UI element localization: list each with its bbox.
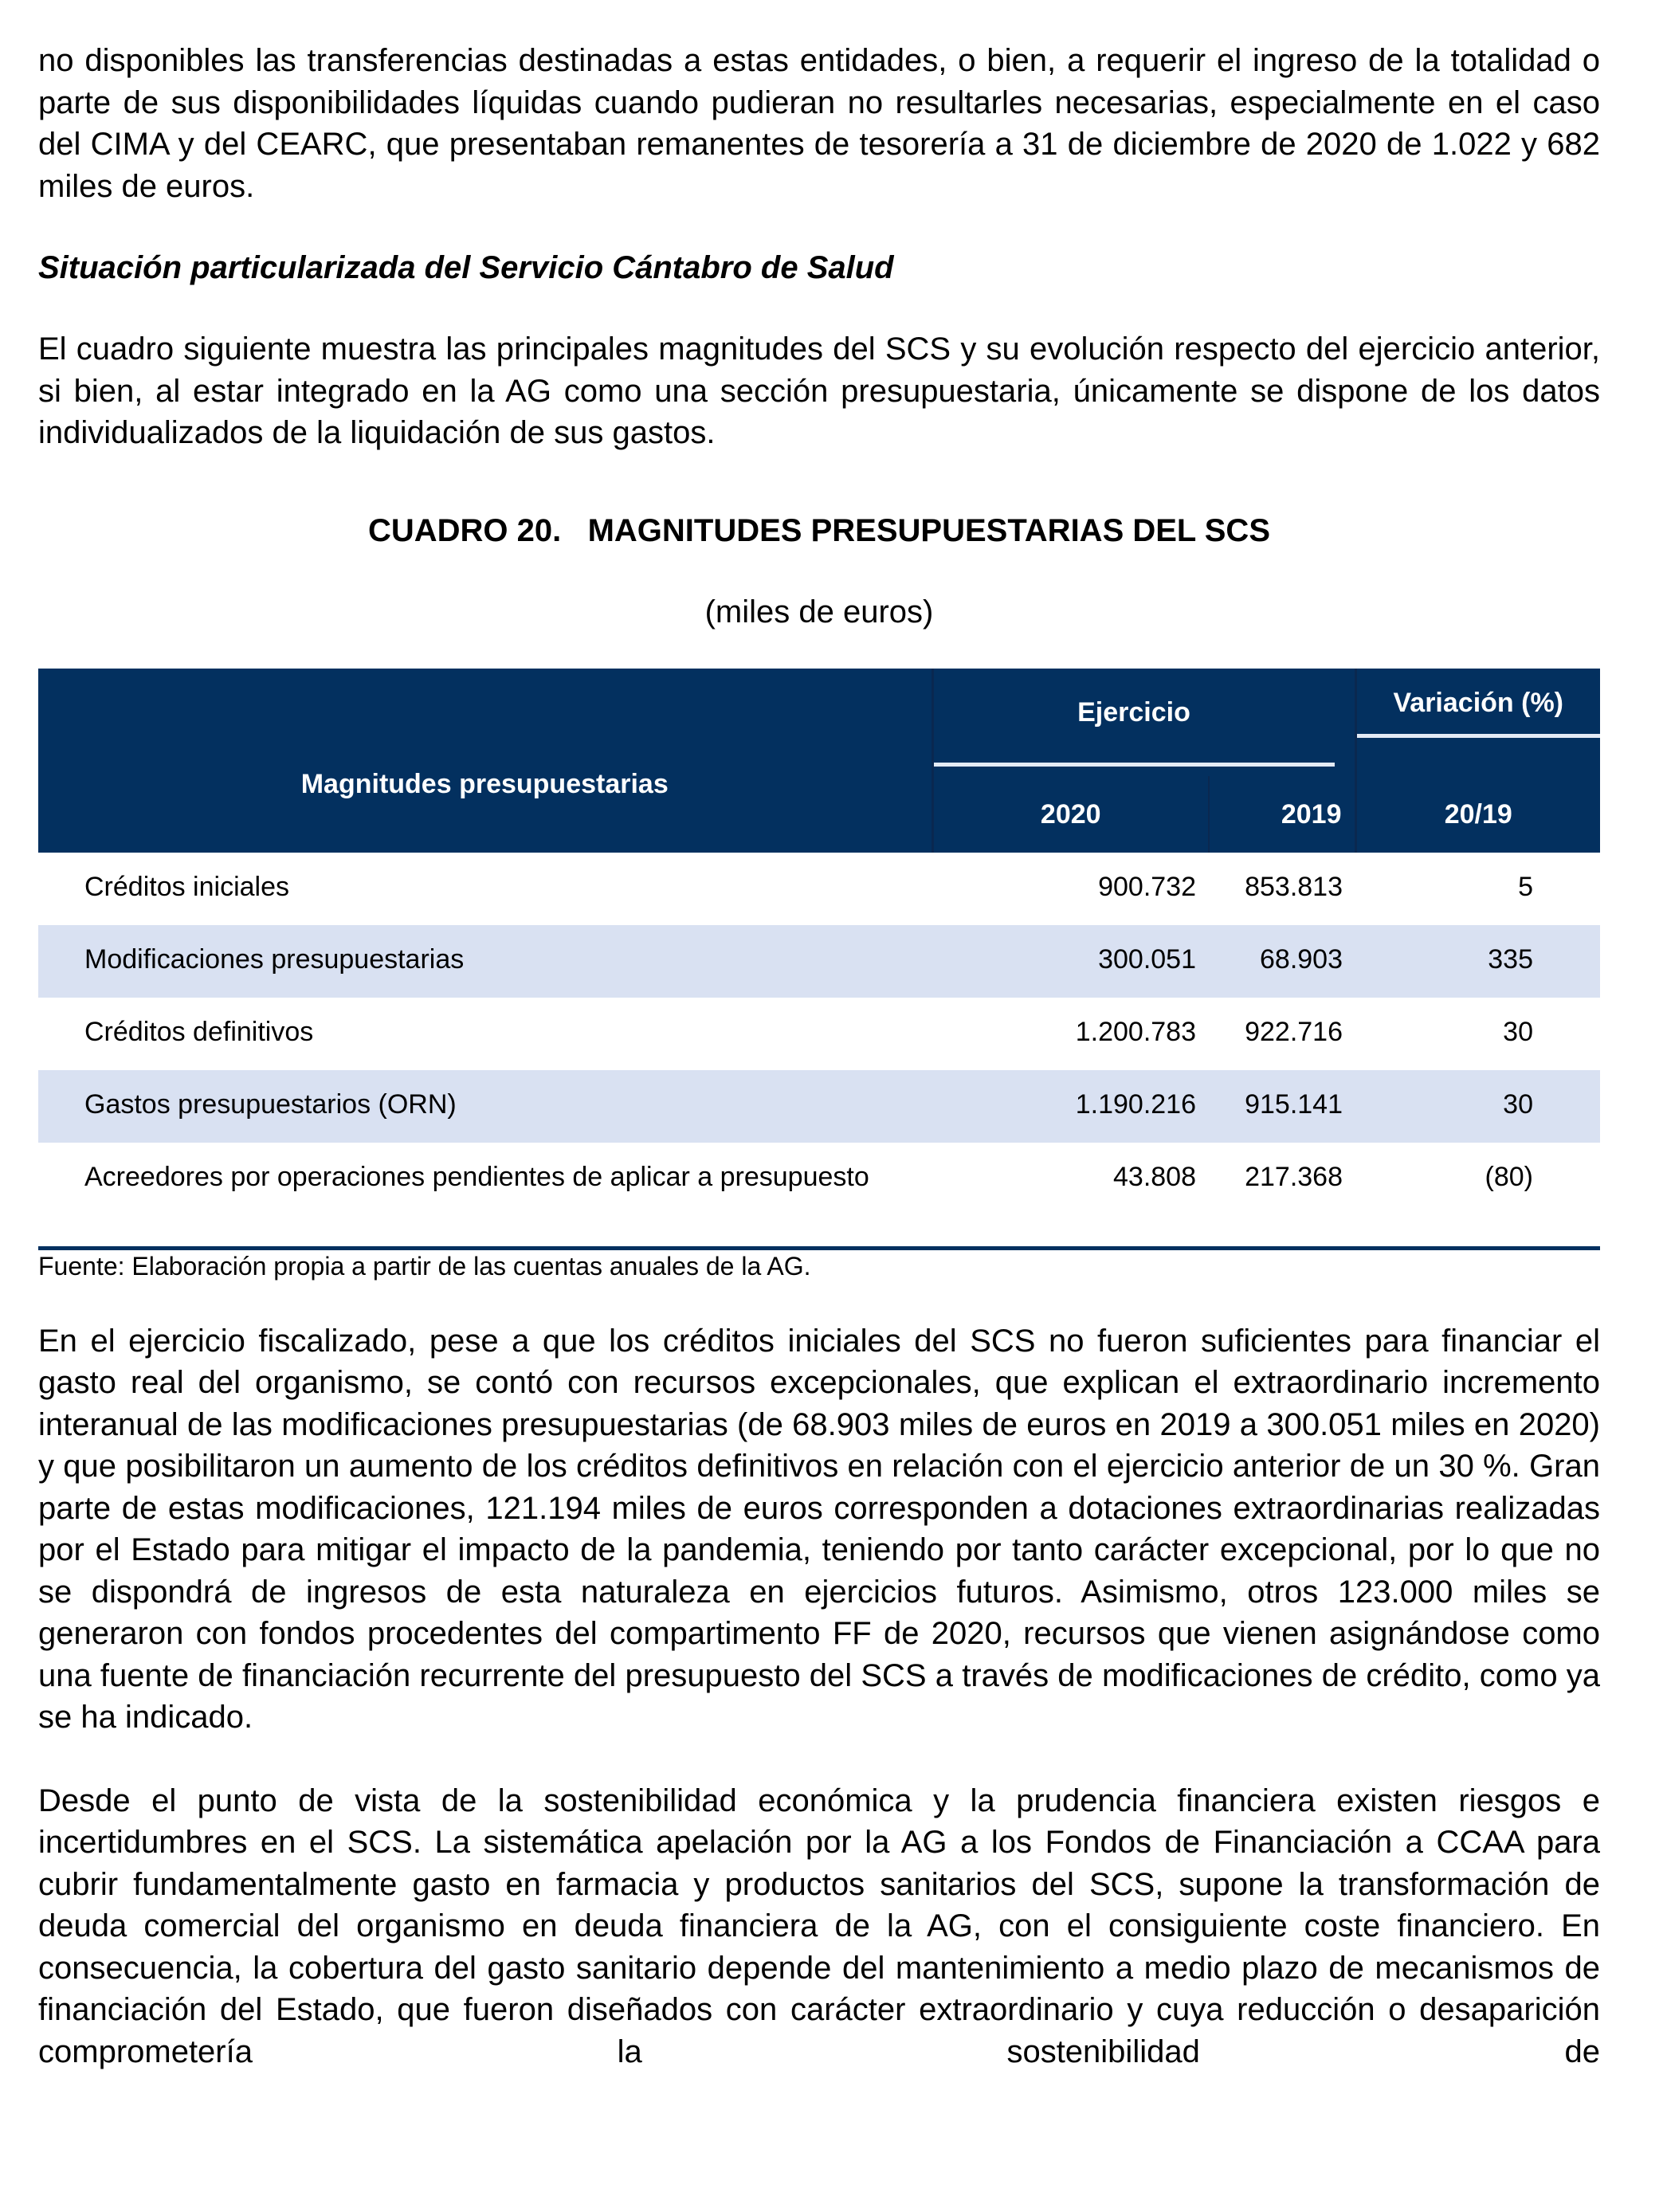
table-title: CUADRO 20. MAGNITUDES PRESUPUESTARIAS DEL SCS xyxy=(367,512,1270,548)
value-variation: 5 xyxy=(1518,871,1533,902)
col-header-2020: 2020 xyxy=(932,776,1209,853)
row-label: Créditos iniciales xyxy=(84,871,289,902)
analysis-paragraph-1: En el ejercicio fiscalizado, pese a que los créditos iniciales del SCS no fueron suficientes para financiar el gasto real del organismo, se contó con recursos excepcionales, que explican el extraordinario incremento interanual de las modificaciones presupuestarias (de 68.903 miles de euros en 2019 a 300.051 miles en 2020) y que posibilitaron un aumento de los créditos definitivos en relación con el ejercicio anterior de un 30 %. Gran parte de estas modificaciones, 121.194 miles de euros corresponden a dotaciones extraordinarias realizadas por el Estado para mitigar el impacto de la pandemia, teniendo por tanto carácter excepcional, por lo que no se dispondrá de ingresos de esta naturaleza en ejercicios futuros. Asimismo, otros 123.000 miles se generaron con fondos procedentes del compartimento FF de 2020, recursos que vienen asignándose como una fuente de financiación recurrente del presupuesto del SCS a través de modificaciones de crédito, como ya se ha indicado. xyxy=(38,1323,1600,1735)
value-2020: 1.200.783 xyxy=(1075,1016,1196,1047)
col-header-20-19: 20/19 xyxy=(1355,776,1600,853)
variacion-label: Variación (%) xyxy=(1357,669,1601,738)
value-variation: 30 xyxy=(1503,1016,1533,1047)
table-unit: (miles de euros) xyxy=(704,594,934,629)
value-2020: 300.051 xyxy=(1098,943,1196,975)
row-label: Acreedores por operaciones pendientes de aplicar a presupuesto xyxy=(84,1161,869,1192)
row-label: Gastos presupuestarios (ORN) xyxy=(84,1088,457,1120)
document-page xyxy=(38,40,1600,2073)
intro-paragraph: no disponibles las transferencias destinadas a estas entidades, o bien, a requerir el ingreso de la totalidad o parte de sus disponibilidades líquidas cuando pudieran no resultarles necesarias, especialmente en el caso del CIMA y del CEARC, que presentaban remanentes de tesorería a 31 de diciembre de 2020 de 1.022 y 682 miles de euros. xyxy=(38,43,1600,204)
value-variation: (80) xyxy=(1485,1161,1533,1192)
table-row xyxy=(38,998,1600,1070)
section-heading: Situación particularizada del Servicio Cántabro de Salud xyxy=(38,250,894,285)
value-2019: 68.903 xyxy=(1260,943,1343,975)
analysis-paragraph-2: Desde el punto de vista de la sostenibilidad económica y la prudencia financiera existen riesgos e incertidumbres en el SCS. La sistemática apelación por la AG a los Fondos de Financiación a CCAA para cubrir fundamentalmente gasto en farmacia y productos sanitarios del SCS, supone la transformación de deuda comercial del organismo en deuda financiera de la AG, con el consiguiente coste financiero. En consecuencia, la cobertura del gasto sanitario depende del mantenimiento a medio plazo de mecanismos de financiación del Estado, que fueron diseñados con carácter extraordinario y cuya reducción o desaparición comprometería la sostenibilidad de xyxy=(38,1783,1600,2069)
row-label: Modificaciones presupuestarias xyxy=(84,943,465,975)
col-header-variacion xyxy=(1355,669,1600,776)
col-header-magnitudes: Magnitudes presupuestarias xyxy=(38,669,932,853)
value-variation: 30 xyxy=(1503,1088,1533,1120)
ejercicio-label: Ejercicio xyxy=(934,678,1335,767)
table-row xyxy=(38,1070,1600,1143)
col-header-ejercicio xyxy=(932,669,1355,776)
value-2020: 43.808 xyxy=(1113,1161,1196,1192)
budget-magnitudes-table xyxy=(38,669,1600,1250)
table-row xyxy=(38,1143,1600,1249)
table-row xyxy=(38,853,1600,925)
value-2019: 217.368 xyxy=(1245,1161,1343,1192)
value-2020: 900.732 xyxy=(1098,871,1196,902)
value-2019: 915.141 xyxy=(1245,1088,1343,1120)
table-source: Fuente: Elaboración propia a partir de las cuentas anuales de la AG. xyxy=(38,1251,811,1281)
value-2019: 922.716 xyxy=(1245,1016,1343,1047)
value-2020: 1.190.216 xyxy=(1075,1088,1196,1120)
value-2019: 853.813 xyxy=(1245,871,1343,902)
value-variation: 335 xyxy=(1488,943,1533,975)
row-label: Créditos definitivos xyxy=(84,1016,314,1047)
col-header-2019: 2019 xyxy=(1209,776,1355,853)
section-paragraph: El cuadro siguiente muestra las principales magnitudes del SCS y su evolución respecto del ejercicio anterior, si bien, al estar integrado en la AG como una sección presupuestaria, únicamente se dispone de los datos individualizados de la liquidación de sus gastos. xyxy=(38,331,1600,450)
table-row xyxy=(38,925,1600,998)
